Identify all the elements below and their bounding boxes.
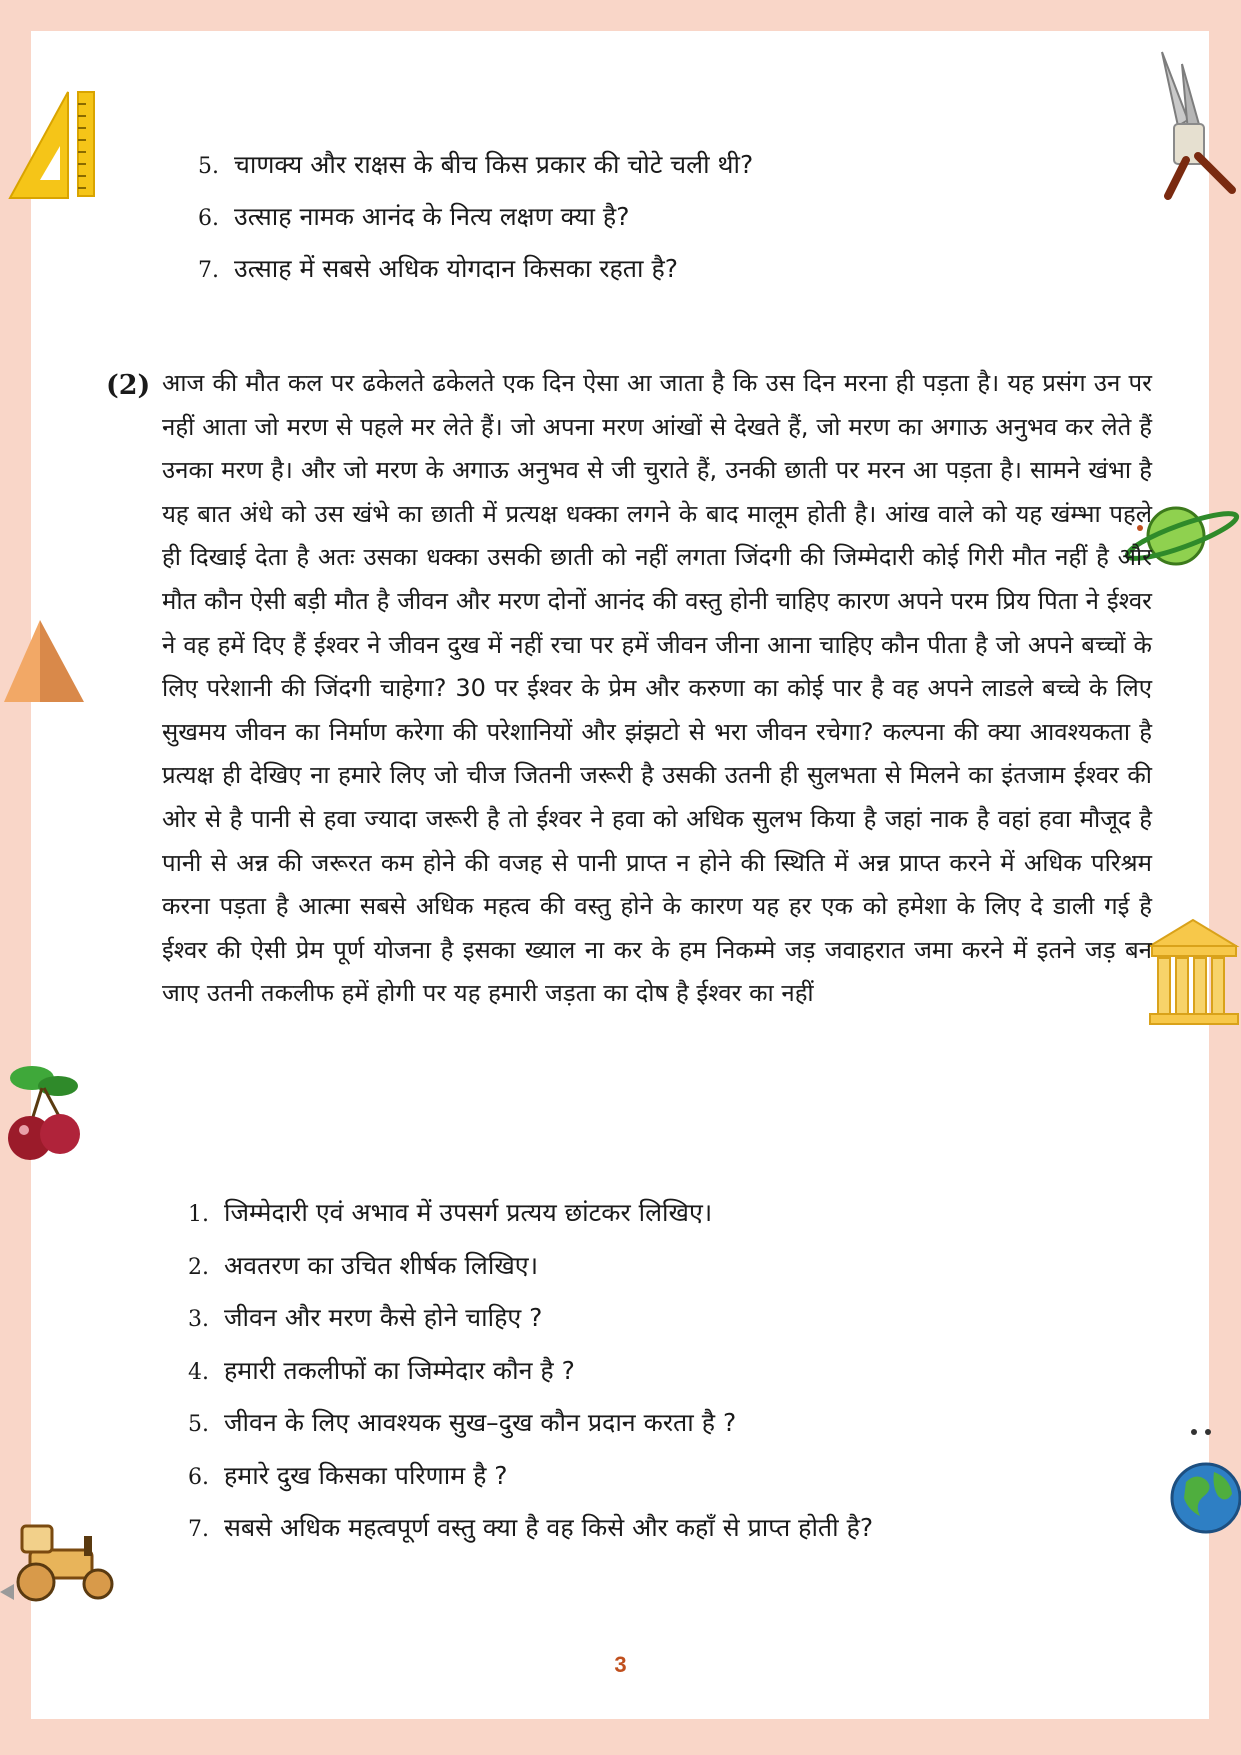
question-number: 5. [188,1412,209,1437]
list-item [188,1459,873,1512]
list-item [188,1301,873,1354]
passage-questions [188,1196,873,1564]
question-text: हमारी तकलीफों का जिम्मेदार कौन है ? [224,1355,575,1385]
question-text: जिम्मेदारी एवं अभाव में उपसर्ग प्रत्यय छांटकर लिखिए। [224,1198,713,1227]
cherries-icon [2,1060,88,1166]
list-item [188,1406,873,1459]
question-text: चाणक्य और राक्षस के बीच किस प्रकार की चोटे चली थी? [234,150,754,179]
question-text: सबसे अधिक महत्वपूर्ण वस्तु क्या है वह किसे और कहाँ से प्राप्त होती है? [224,1513,874,1542]
question-number: 2. [188,1254,209,1280]
passage-text: आज की मौत कल पर ढकेलते ढकेलते एक दिन ऐसा आ जाता है कि उस दिन मरना ही पड़ता है। यह प्रसंग उन पर नहीं आता जो मरण से पहले मर लेते हैं। जो अपना मरण आंखों से देखते हैं, जो मरण का अगाऊ अनुभव कर लेते हैं उनका मरण है। और जो मरण के अगाऊ अनुभव से जी चुराते हैं, उनकी छाती पर मरन आ पड़ता है। सामने खंभा है यह बात अंधे को उस खंभे का छाती में प्रत्यक्ष धक्का लगने के बाद मालूम होती है। आंख वाले को यह खंम्भा पहले ही दिखाई देता है अतः उसका धक्का उसकी छाती को नहीं लगता जिंदगी की जिम्मेदारी कोई गिरी मौत नहीं है और मौत कौन ऐसी बड़ी मौत है जीवन और मरण दोनों आनंद की वस्तु होनी चाहिए कारण अपने परम प्रिय पिता ने ईश्वर ने वह हमें दिए हैं ईश्वर ने जीवन दुख में नहीं रचा पर हमें जीवन जीना आना चाहिए कौन पीता है जो अपने बच्चों के लिए परेशानी की जिंदगी चाहेगा? 30 पर ईश्वर के प्रेम और करुणा का कोई पार है वह अपने लाडले बच्चे के लिए सुखमय जीवन का निर्माण करेगा की परेशानियों और झंझटो से भरा जीवन रचेगा? कल्पना की क्या आवश्यकता है प्रत्यक्ष ही देखिए ना हमारे लिए जो चीज जितनी जरूरी है उसकी उतनी ही सुलभता से मिलने का इंतजाम ईश्वर की ओर से है पानी से हवा ज्यादा जरूरी है तो ईश्वर ने हवा को अधिक सुलभ किया है जहां नाक है वहां हवा मौजूद है पानी से अन्न की जरूरत कम होने की वजह से पानी प्राप्त न होने की स्थिति में अन्न प्राप्त करने में अधिक परिश्रम करना पड़ता है आत्मा सबसे अधिक महत्व की वस्तु होने के कारण यह हर एक को हमेशा के लिए दे डाली गई है ईश्वर की ऐसी प्रेम पूर्ण योजना है इसका ख्याल ना कर के हम निकम्मे जड़ जवाहरात जमा करने में इतने जड़ बन जाए उतनी तकलीफ हमें होगी पर यह हमारी जड़ता का दोष है ईश्वर का नहीं [162,369,1152,1008]
list-item [188,1196,873,1249]
list-item [188,1354,873,1407]
question-number: 4. [188,1359,209,1385]
question-text: उत्साह में सबसे अधिक योगदान किसका रहता है? [234,254,678,283]
page-number: 3 [614,1652,627,1677]
question-text: अवतरण का उचित शीर्षक लिखिए। [224,1250,539,1280]
list-item [198,200,753,252]
pyramid-icon [0,616,86,706]
list-item [188,1249,873,1302]
list-item [188,1511,873,1564]
previous-questions [198,148,753,304]
tractor-icon [0,1510,126,1606]
temple-icon [1146,916,1241,1028]
question-text: उत्साह नामक आनंद के नित्य लक्षण क्या है? [234,202,630,231]
question-text: हमारे दुख किसका परिणाम है ? [224,1460,508,1490]
question-number: 3. [188,1307,209,1332]
list-item [198,252,753,304]
question-text: जीवन और मरण कैसे होने चाहिए ? [224,1303,543,1332]
list-item [198,148,753,200]
globe-icon [1170,1424,1241,1536]
question-number: 6. [188,1464,209,1490]
question-number: 6. [198,206,219,231]
section-number: (2) [106,370,151,401]
question-number: 7. [188,1517,209,1542]
question-number: 7. [198,258,219,283]
question-number: 1. [188,1202,209,1227]
question-number: 5. [198,154,219,179]
pruning-shears-icon [1148,48,1238,200]
question-text: जीवन के लिए आवश्यक सुख–दुख कौन प्रदान करता है ? [224,1408,737,1437]
ruler-triangle-icon [4,88,100,200]
